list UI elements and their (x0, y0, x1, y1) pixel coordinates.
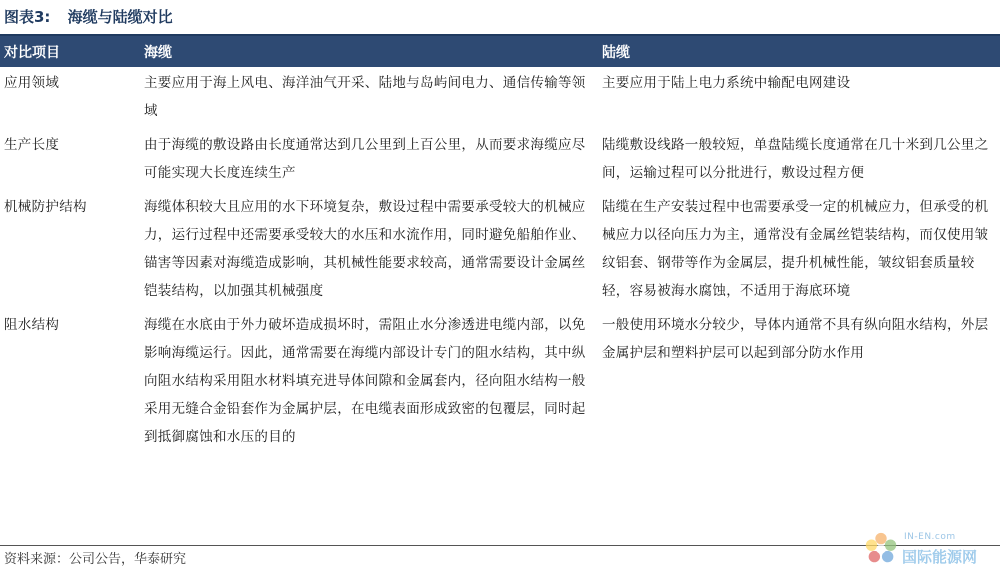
row-submarine: 海缆体积较大且应用的水下环境复杂，敷设过程中需要承受较大的机械应力，运行过程中还需要承受较大的水压和水流作用，同时避免船舶作业、锚害等因素对海缆造成影响，其机械性能要求较高，通常需要设计金属丝铠装结构，以加强其机械强度 (144, 199, 586, 299)
source-note: 资料来源：公司公告，华泰研究 (4, 552, 187, 567)
table-row (0, 67, 1000, 129)
row-submarine: 海缆在水底由于外力破坏造成损坏时，需阻止水分渗透进电缆内部，以免影响海缆运行。因此，通常需要在海缆内部设计专门的阻水结构，其中纵向阻水结构采用阻水材料填充进导体间隙和金属套内，径向阻水结构一般采用无缝合金铅套作为金属护层，在电缆表面形成致密的包覆层，同时起到抵御腐蚀和水压的目的 (144, 317, 586, 445)
table-row (0, 309, 1000, 455)
flower-logo-icon (862, 530, 900, 568)
bottom-divider (0, 545, 1000, 546)
watermark-logo (862, 526, 1000, 572)
row-land: 陆缆敷设线路一般较短，单盘陆缆长度通常在几十米到几公里之间，运输过程可以分批进行，敷设过程方便 (602, 137, 989, 181)
comparison-table (0, 36, 1000, 455)
figure-title-text: 海缆与陆缆对比 (67, 8, 173, 26)
figure-title (4, 6, 173, 36)
watermark-en: IN-EN.com (904, 532, 956, 542)
row-item: 阻水结构 (4, 317, 60, 333)
header-item: 对比项目 (0, 36, 140, 67)
header-submarine: 海缆 (140, 36, 598, 67)
watermark-cn: 国际能源网 (902, 548, 978, 566)
row-item: 生产长度 (4, 137, 60, 153)
row-item: 机械防护结构 (4, 199, 87, 215)
figure-label: 图表3: (4, 8, 51, 26)
table-row (0, 129, 1000, 191)
row-submarine: 主要应用于海上风电、海洋油气开采、陆地与岛屿间电力、通信传输等领域 (144, 75, 586, 119)
row-item: 应用领域 (4, 75, 60, 91)
header-land: 陆缆 (598, 36, 1000, 67)
table-header-row (0, 36, 1000, 67)
row-land: 一般使用环境水分较少，导体内通常不具有纵向阻水结构，外层金属护层和塑料护层可以起到部分防水作用 (602, 317, 989, 361)
row-land: 陆缆在生产安装过程中也需要承受一定的机械应力，但承受的机械应力以径向压力为主，通常没有金属丝铠装结构，而仅使用皱纹铝套、钢带等作为金属层，提升机械性能，皱纹铝套质量较轻，容易被海水腐蚀，不适用于海底环境 (602, 199, 989, 299)
row-submarine: 由于海缆的敷设路由长度通常达到几公里到上百公里，从而要求海缆应尽可能实现大长度连续生产 (144, 137, 586, 181)
table-row (0, 191, 1000, 309)
row-land: 主要应用于陆上电力系统中输配电网建设 (602, 75, 851, 91)
